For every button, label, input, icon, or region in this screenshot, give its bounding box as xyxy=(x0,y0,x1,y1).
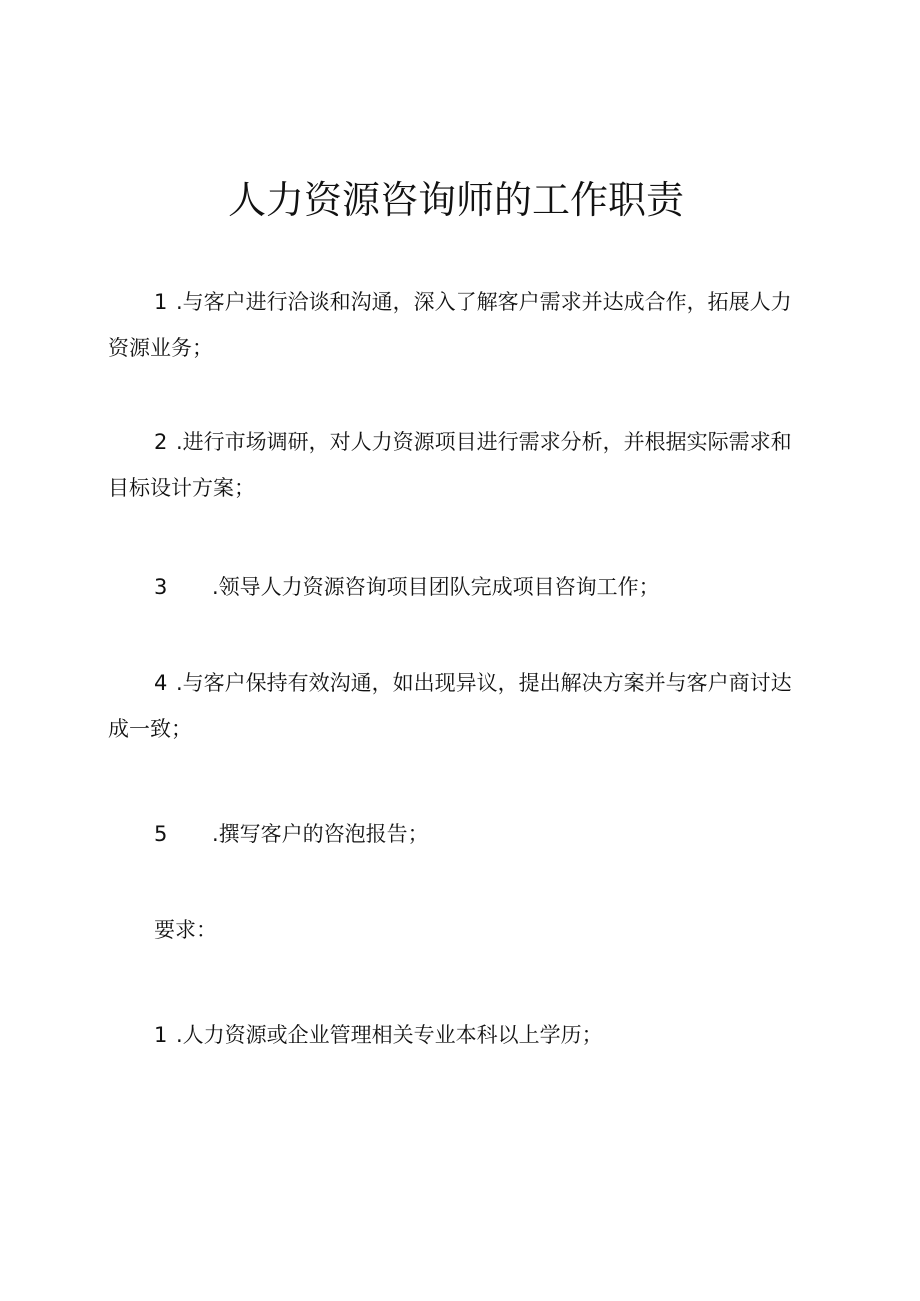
duty-number: 3 xyxy=(154,575,168,599)
duty-number: 4 xyxy=(154,671,168,695)
duty-text: .与客户保持有效沟通，如出现异议，提出解决方案并与客户商讨达成一致； xyxy=(108,671,792,741)
duty-item-3 xyxy=(108,564,798,610)
requirement-item-1 xyxy=(108,1012,798,1058)
duty-number: 2 xyxy=(154,430,168,454)
duty-item-2 xyxy=(108,419,798,511)
duty-text: .撰写客户的咨泡报告； xyxy=(212,822,429,846)
duty-number: 1 xyxy=(154,290,168,314)
requirement-number: 1 xyxy=(154,1023,168,1047)
duty-item-5 xyxy=(108,811,798,857)
duty-text: .进行市场调研，对人力资源项目进行需求分析，并根据实际需求和目标设计方案； xyxy=(108,430,792,500)
requirement-text: .人力资源或企业管理相关专业本科以上学历； xyxy=(176,1023,603,1047)
duty-item-4 xyxy=(108,660,798,752)
duty-text: .领导人力资源咨询项目团队完成项目咨询工作； xyxy=(212,575,660,599)
duty-item-1 xyxy=(108,279,798,371)
requirements-heading: 要求： xyxy=(154,918,217,942)
duty-text: .与客户进行洽谈和沟通，深入了解客户需求并达成合作，拓展人力资源业务； xyxy=(108,290,792,360)
duty-number: 5 xyxy=(154,822,168,846)
document-title: 人力资源咨询师的工作职责 xyxy=(227,178,684,222)
